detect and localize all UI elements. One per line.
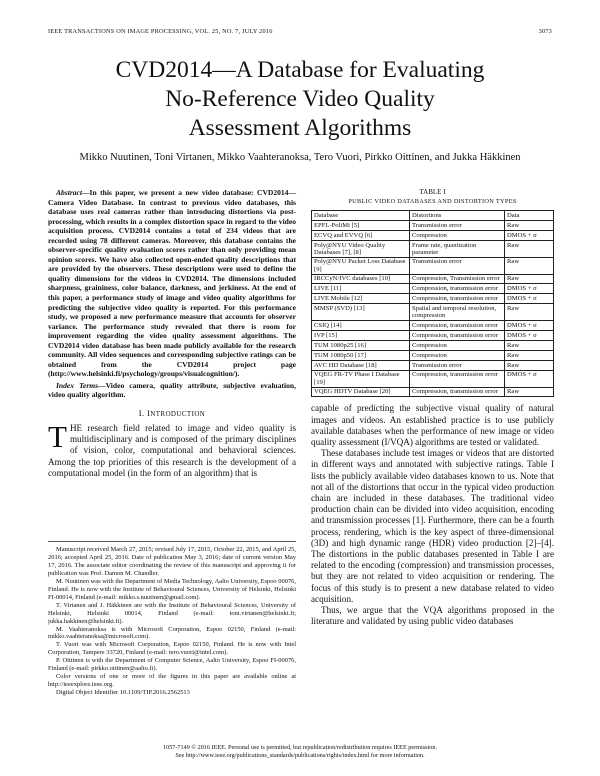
table-title: PUBLIC VIDEO DATABASES AND DISTORTION TYPES <box>348 198 517 205</box>
table-cell: DMOS + σ <box>505 284 554 294</box>
title-line-2: No-Reference Video Quality <box>165 86 435 112</box>
right-column <box>311 188 554 627</box>
table-cell: LIVE Mobile [12] <box>312 294 410 304</box>
index-terms-text: Video camera, quality attribute, subjective evaluation, video quality algorithm. <box>48 380 296 400</box>
section-numeral: I. <box>138 408 145 419</box>
table-cell: DMOS + σ <box>505 370 554 387</box>
footnotes <box>48 541 296 697</box>
table-row <box>312 220 554 230</box>
table-cell: DMOS + σ <box>505 321 554 331</box>
footnote: Color versions of one or more of the figures in this paper are available online at http://ieeexplore.ieee.org. <box>48 673 296 689</box>
table-row <box>312 340 554 350</box>
table-cell: Raw <box>505 304 554 321</box>
footnote: P. Oittinen is with the Department of Computer Science, Aalto University, Espoo FI-00076, Finland (e-mail: pirkko.oittinen@aalto.fi). <box>48 657 296 673</box>
table-header-cell: Distortions <box>410 211 505 221</box>
table-cell: Raw <box>505 240 554 257</box>
table-row <box>312 257 554 274</box>
table-row <box>312 360 554 370</box>
intro-paragraph <box>48 419 296 479</box>
table-cell: ECVQ and EVVQ [6] <box>312 230 410 240</box>
table-cell: TUM 1080p50 [17] <box>312 350 410 360</box>
footnote: T. Virtanen and J. Häkkinen are with the Institute of Behavioural Sciences, University of Helsinki, Helsinki 00014, Finland (e-mail: toni.virtanen@helsinki.fi; jukka.hakkinen@helsinki.fi). <box>48 601 296 625</box>
table-cell: Compression, transmission error <box>410 387 505 397</box>
journal-name: IEEE TRANSACTIONS ON IMAGE PROCESSING, VOL. 25, NO. 7, JULY 2016 <box>48 28 273 35</box>
table-cell: Compression, transmission error <box>410 294 505 304</box>
table-cell: Poly@NYU Video Quality Databases [7], [8] <box>312 240 410 257</box>
table-cell: Compression <box>410 230 505 240</box>
table-header-cell: Data <box>505 211 554 221</box>
table-cell: Transmission error <box>410 220 505 230</box>
drop-cap: T <box>48 419 67 455</box>
table-cell: Compression, transmission error <box>410 284 505 294</box>
footnote: M. Nuutinen was with the Department of Media Technology, Aalto University, Espoo 00076, Finland. He is now with the Institute of Behavioural Sciences, University of Helsinki, Helsinki FI-00014, Finland (e-mail: mikko.s.nuutinen@gmail.com). <box>48 577 296 601</box>
table-cell: DMOS + σ <box>505 294 554 304</box>
right-body-text <box>311 403 554 627</box>
running-head <box>48 28 552 38</box>
table-cell: LIVE [11] <box>312 284 410 294</box>
table-cell: Raw <box>505 340 554 350</box>
table-cell: AVC HD Database [18] <box>312 360 410 370</box>
table-cell: Raw <box>505 274 554 284</box>
table-row <box>312 274 554 284</box>
table-cell: Raw <box>505 257 554 274</box>
table-cell: Compression, Transmission error <box>410 274 505 284</box>
table-row <box>312 230 554 240</box>
table-cell: Compression, transmission error <box>410 331 505 341</box>
table-cell: DMOS + σ <box>505 230 554 240</box>
footnote: M. Vaahteranoksa is with Microsoft Corporation, Espoo 02150, Finland (e-mail: mikko.vaahteranoksa@microsoft.com). <box>48 625 296 641</box>
table-row <box>312 321 554 331</box>
footnote: Digital Object Identifier 10.1109/TIP.2016.2562513 <box>56 689 190 697</box>
author-list: Mikko Nuutinen, Toni Virtanen, Mikko Vaahteranoksa, Tero Vuori, Pirkko Oittinen, and Jukka Häkkinen <box>79 152 521 163</box>
table-row <box>312 240 554 257</box>
table-cell: MMSP (SVD) [13] <box>312 304 410 321</box>
body-paragraph: capable of predicting the subjective visual quality of natural images and videos. An established practice is to use publicly available databases when the performance of new image or video quality assessment (I/VQA) algorithms are tested or validated. <box>311 403 554 447</box>
table-header-cell: Database <box>312 211 410 221</box>
footnote: Manuscript received March 27, 2015; revised July 17, 2015, October 22, 2015, and April 25, 2016; accepted April 25, 2016. Date of publication May 3, 2016; date of current version May 17, 2016. The associate editor coordinating the review of this manuscript and approving it for publication was Prof. Damon M. Chandler. <box>48 546 296 577</box>
table-cell: Poly@NYU Packet Loss Database [9] <box>312 257 410 274</box>
table-cell: VQEG FR-TV Phase I Database [19] <box>312 370 410 387</box>
table-row <box>312 294 554 304</box>
table-row <box>312 350 554 360</box>
table-row <box>312 331 554 341</box>
abstract <box>48 188 296 379</box>
body-paragraph: Thus, we argue that the VQA algorithms proposed in the literature and validated by using public video databases <box>311 605 554 627</box>
table-cell: Raw <box>505 220 554 230</box>
table-cell: Spatial and temporal resolution, compression <box>410 304 505 321</box>
intro-text: HE research field related to image and video quality is multidisciplinary and is composed of the primary disciplines of vision, color, computational and behavioral sciences. Among the top priorities of this research is the development of a computational model (in the form of an algorithm) that is <box>48 423 296 478</box>
abstract-lead: Abstract— <box>56 188 90 197</box>
table-cell: Raw <box>505 360 554 370</box>
body-paragraph: These databases include test images or videos that are distorted in different ways and annotated with subjective ratings. Table I lists the publicly available video databases known to us. Note that not all of the distortions that occur in the typical video production chain are included in these databases. The traditional video production chain can be divided into video acquisition, encoding and transmission processes [1]. Furthermore, there can be a fourth process, rendering, which is the key aspect of three-dimensional (3D) and high dynamic range (HDR) video production [2]–[4]. The distortions in the public databases presented in Table I are related to the encoding (compression) and transmission processes, but they are not related to video acquisition or rendering. The focus of this study is to present a new database related to video acquisition. <box>311 448 554 604</box>
table-cell: Transmission error <box>410 360 505 370</box>
paper-title <box>40 56 560 143</box>
section-rest: NTRODUCTION <box>150 410 206 419</box>
index-terms <box>48 381 296 400</box>
section-cap: I <box>147 408 151 419</box>
table-cell: IVP [15] <box>312 331 410 341</box>
footnote: T. Vuori was with Microsoft Corporation, Espoo 02150, Finland. He is now with Intel Corporation, Tampere 33720, Finland (e-mail: tero.vuori@intel.com). <box>48 641 296 657</box>
table-cell: Compression, transmission error <box>410 321 505 331</box>
table-row <box>312 387 554 397</box>
table-header-row <box>312 211 554 221</box>
title-line-3: Assessment Algorithms <box>188 115 412 141</box>
section-heading-introduction <box>48 408 296 418</box>
copyright-notice <box>40 744 560 760</box>
table-cell: Frame rate, quantization parameter <box>410 240 505 257</box>
table-cell: TUM 1080p25 [16] <box>312 340 410 350</box>
table-cell: VQEG HDTV Database [20] <box>312 387 410 397</box>
title-line-1: CVD2014—A Database for Evaluating <box>115 57 485 83</box>
table-cell: CSIQ [14] <box>312 321 410 331</box>
table-cell: Compression <box>410 340 505 350</box>
abstract-text: In this paper, we present a new video database: CVD2014—Camera Video Database. In contrast to previous video databases, this database uses real cameras rather than introducing distortions via post-processing, which results in a complex distortion space in regard to the video acquisition process. CVD2014 contains a total of 234 videos that are recorded using 78 different cameras. Moreover, this database contains the observer-specific quality evaluation scores rather than only providing mean opinion scores. We have also collected open-ended quality descriptions that are provided by the observers. These descriptions were used to define the quality dimensions for the videos in CVD2014. The dimensions included sharpness, graininess, color balance, darkness, and jerkiness. At the end of this paper, a performance study of image and video quality algorithms for predicting the subjective video quality is reported. For this performance study, we proposed a new performance measure that accounts for observer variance. The performance study revealed that there is room for improvement regarding the video quality assessment algorithms. The CVD2014 video database has been made publicly available for the research community. All video sequences and corresponding subjective ratings can be obtained from the CVD2014 project page (http://www.helsinki.fi/psychology/groups/visualcognition/). <box>48 188 296 379</box>
left-column <box>48 188 296 479</box>
table-cell: EPFL-PoliMi [5] <box>312 220 410 230</box>
index-terms-lead: Index Terms— <box>56 380 106 390</box>
table-cell: Compression <box>410 350 505 360</box>
copyright-line: 1057-7149 © 2016 IEEE. Personal use is permitted, but republication/redistribution requires IEEE permission. <box>163 744 437 751</box>
database-table <box>311 210 554 397</box>
table-cell: Raw <box>505 350 554 360</box>
table-cell: IRCCyN/IVC databases [10] <box>312 274 410 284</box>
rights-link-line: See http://www.ieee.org/publications_standards/publications/rights/index.html for more information. <box>175 752 425 759</box>
table-label: TABLE I <box>419 188 446 196</box>
table-row <box>312 284 554 294</box>
table-cell: Compression, transmission error <box>410 370 505 387</box>
table-cell: Raw <box>505 387 554 397</box>
table-row <box>312 304 554 321</box>
table-caption <box>311 188 554 206</box>
table-cell: Transmission error <box>410 257 505 274</box>
table-cell: DMOS + σ <box>505 331 554 341</box>
table-row <box>312 370 554 387</box>
page-number: 3073 <box>538 28 552 35</box>
